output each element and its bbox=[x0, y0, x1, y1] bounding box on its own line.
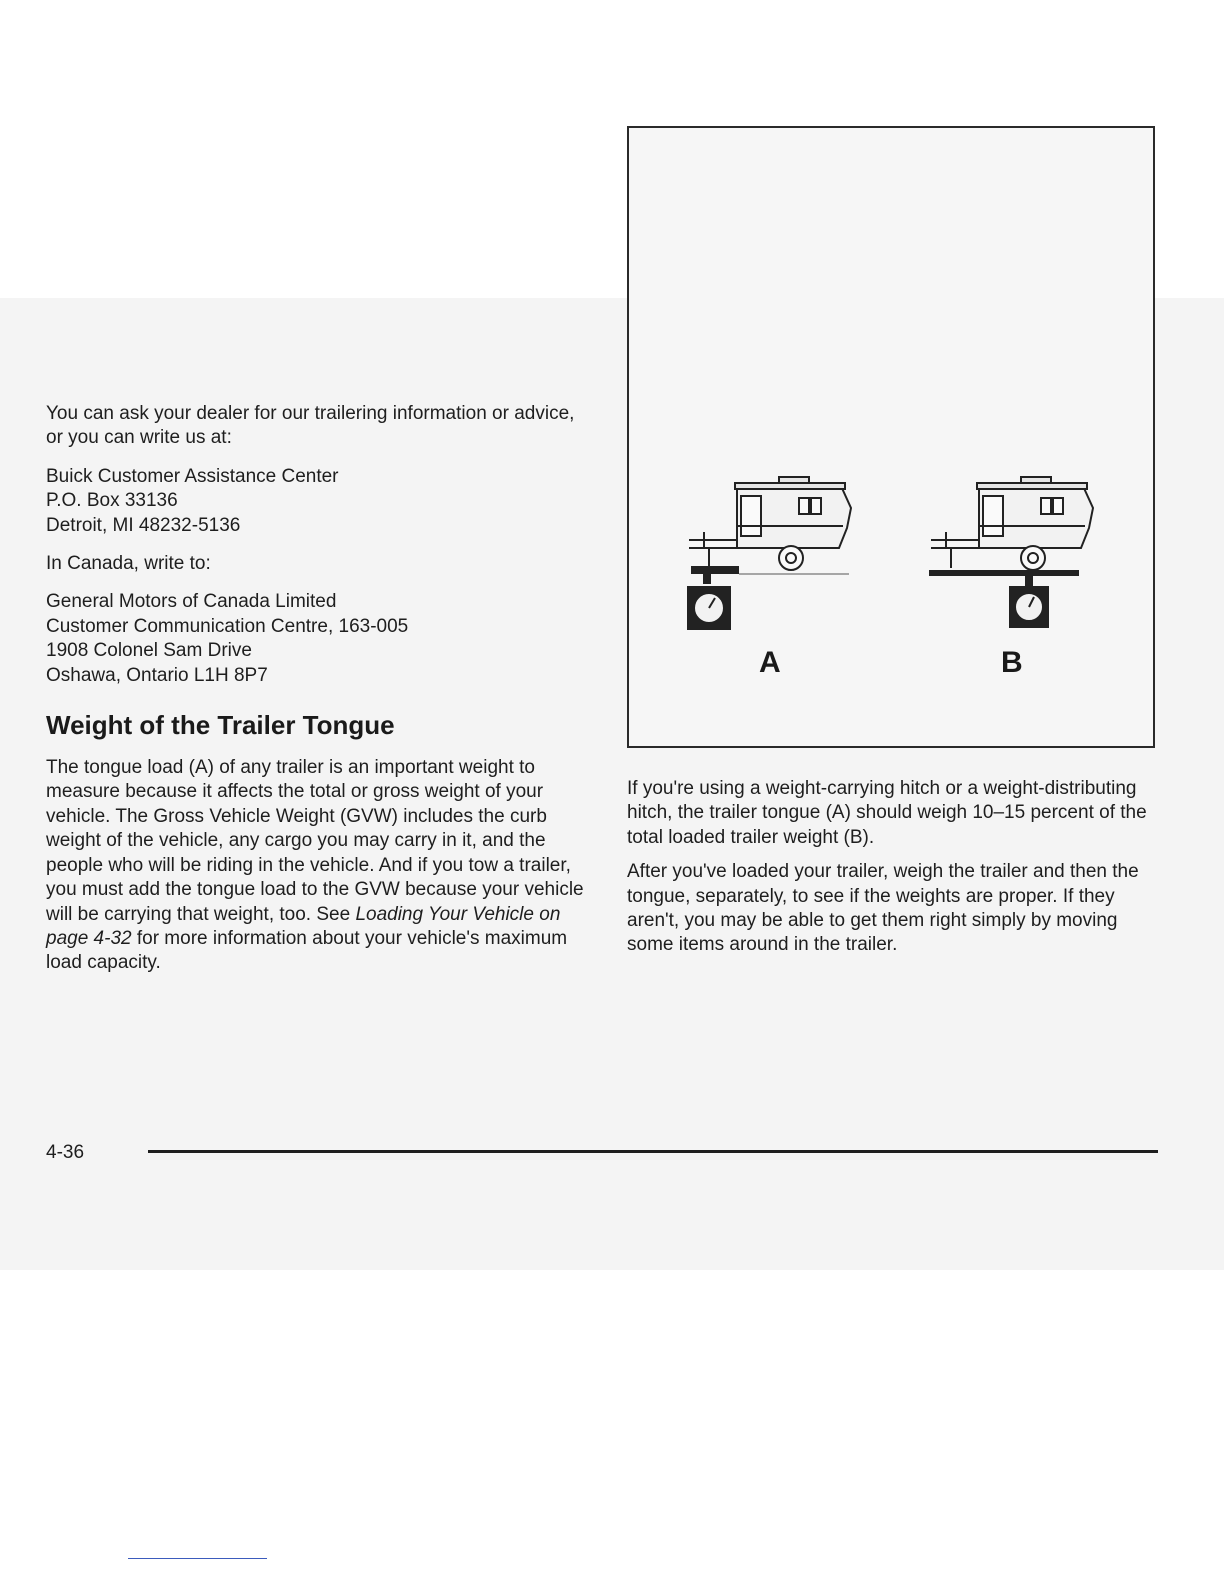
footer-rule bbox=[148, 1150, 1158, 1153]
intro-paragraph: You can ask your dealer for our trailering information or advice, or you can write us at: bbox=[46, 403, 575, 449]
scale-b-platform bbox=[929, 570, 1079, 576]
trailer-b-drawing bbox=[931, 477, 1093, 570]
section-heading: Weight of the Trailer Tongue bbox=[46, 710, 395, 741]
hitch-paragraph: If you're using a weight-carrying hitch or a weight-distributing hitch, the trailer tongue (A) should weigh 10–15 percent of the total loaded trailer weight (B). bbox=[627, 778, 1147, 848]
page-number: 4-36 bbox=[46, 1142, 85, 1163]
figure-label-a: A bbox=[759, 646, 781, 679]
canada-address-line: Oshawa, Ontario L1H 8P7 bbox=[46, 664, 268, 686]
canada-label: In Canada, write to: bbox=[46, 553, 211, 575]
canada-address bbox=[46, 590, 586, 688]
us-address-line: Buick Customer Assistance Center bbox=[46, 465, 339, 487]
us-address-line: Detroit, MI 48232-5136 bbox=[46, 514, 241, 536]
body-text: The tongue load (A) of any trailer is an important weight to measure because it affects the total or gross weight of your vehicle. The Gross Vehicle Weight (GVW) includes the curb weight of the vehicle, any cargo you may carry in it, and the people who will be riding in the vehicle. And if you tow a trailer, you must add the tongue load to the GVW because your vehicle will be carrying that weight, too. See bbox=[46, 757, 584, 925]
scale-a-platform bbox=[691, 566, 739, 574]
us-address-line: P.O. Box 33136 bbox=[46, 490, 178, 512]
cross-reference-link[interactable]: Loading Your Vehicle on page 4-32 bbox=[46, 903, 561, 949]
canada-address-line: 1908 Colonel Sam Drive bbox=[46, 640, 252, 662]
link-underline bbox=[128, 1558, 267, 1559]
canada-address-line: Customer Communication Centre, 163-005 bbox=[46, 615, 409, 637]
right-column bbox=[627, 777, 1157, 968]
trailer-illustration bbox=[629, 128, 1157, 750]
left-column bbox=[46, 402, 586, 976]
weighing-paragraph: After you've loaded your trailer, weigh the trailer and then the tongue, separately, to see if the weights are proper. If they aren't, you may be able to get them right simply by moving some items around in the trailer. bbox=[627, 861, 1139, 956]
body-text: for more information about your vehicle's maximum load capacity. bbox=[46, 927, 568, 974]
us-address bbox=[46, 465, 586, 538]
trailer-weighing-figure bbox=[627, 126, 1155, 748]
trailer-a-drawing bbox=[689, 477, 851, 570]
tongue-load-paragraph bbox=[46, 756, 586, 976]
figure-label-b: B bbox=[1001, 646, 1023, 679]
canada-address-line: General Motors of Canada Limited bbox=[46, 591, 337, 613]
